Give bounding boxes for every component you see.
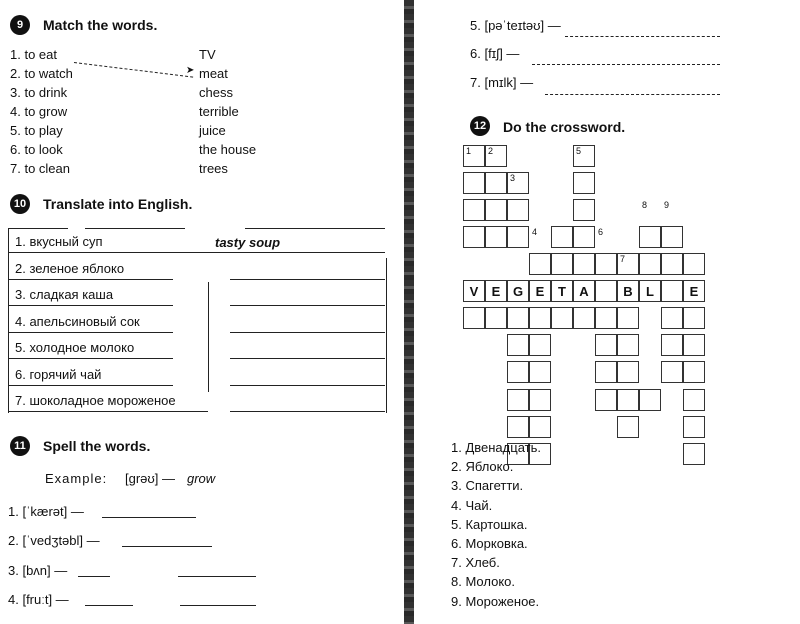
translate-row-label: 4. апельсиновый сок (15, 313, 140, 329)
crossword-cell[interactable] (463, 172, 485, 194)
spell-item: 5. [pəˈteɪtəʊ] — (470, 18, 561, 33)
crossword-clue: 3. Спагетти. (451, 478, 524, 494)
answer-line (8, 228, 68, 229)
task-11-badge: 11 (10, 436, 30, 456)
translate-row-label: 2. зеленое яблоко (15, 260, 125, 276)
crossword-cell[interactable] (617, 389, 639, 411)
crossword-cell[interactable] (639, 389, 661, 411)
crossword-cell-number: 1 (466, 146, 472, 156)
crossword-cell[interactable] (485, 172, 507, 194)
spell-answer-line[interactable] (85, 605, 133, 606)
translate-example-answer: tasty soup (215, 235, 281, 250)
translate-row-line (8, 332, 173, 333)
answer-line (245, 228, 385, 229)
crossword-cell[interactable] (683, 361, 705, 383)
crossword-key-letter: E (535, 284, 545, 300)
match-right-item[interactable]: meat (199, 66, 228, 81)
task-9-title: Match the words. (43, 17, 158, 33)
crossword-cell[interactable] (573, 253, 595, 275)
translate-right-border (386, 258, 387, 413)
crossword-clue: 5. Картошка. (451, 516, 528, 532)
crossword-cell[interactable] (683, 389, 705, 411)
spell-answer-line[interactable] (78, 576, 110, 577)
crossword-clue: 1. Двенадцать. (451, 440, 541, 455)
crossword-cell[interactable] (551, 226, 573, 248)
match-left-item: 4. to grow (10, 104, 68, 119)
translate-row-label: 3. сладкая каша (15, 287, 114, 302)
spell-answer-line[interactable] (178, 576, 256, 577)
match-right-item[interactable]: juice (199, 123, 226, 138)
crossword-cell[interactable] (661, 361, 683, 383)
match-right-item[interactable]: TV (199, 47, 216, 62)
task-12-badge: 12 (470, 116, 490, 136)
crossword-cell[interactable] (595, 361, 617, 383)
crossword-key-letter: E (491, 284, 501, 300)
crossword-cell[interactable] (661, 253, 683, 275)
translate-answer-line[interactable] (230, 385, 385, 386)
crossword-cell[interactable] (573, 226, 595, 248)
crossword-key-letter: E (689, 284, 699, 300)
crossword-cell-number: 4 (532, 227, 538, 238)
translate-row-label: 6. горячий чай (15, 366, 102, 382)
crossword-cell[interactable] (661, 280, 683, 302)
crossword-cell[interactable] (485, 226, 507, 248)
crossword-key-letter: G (512, 284, 524, 300)
match-left-item: 3. to drink (10, 85, 68, 100)
book-spine (404, 0, 414, 624)
crossword-clue: 9. Мороженое. (451, 593, 540, 609)
translate-left-border (8, 228, 9, 413)
crossword-cell[interactable] (551, 307, 573, 329)
crossword-cell-number: 6 (598, 227, 604, 238)
spell-item: 2. [ˈvedʒtəbl] — (8, 533, 100, 548)
spell-example-label: Example: (45, 471, 108, 486)
translate-row-label: 1. вкусный суп (15, 234, 103, 249)
crossword-cell[interactable] (529, 416, 551, 438)
match-left-item: 6. to look (10, 142, 63, 157)
crossword-cell[interactable] (573, 199, 595, 221)
spell-answer-line[interactable] (122, 546, 212, 547)
spell-item: 4. [fruːt] — (8, 592, 69, 607)
crossword-cell-number: 5 (576, 146, 582, 156)
crossword-cell[interactable] (617, 307, 639, 329)
translate-answer-line[interactable] (230, 411, 385, 412)
crossword-cell[interactable] (551, 253, 573, 275)
crossword-cell[interactable] (485, 307, 507, 329)
task-10-title: Translate into English. (43, 196, 193, 212)
crossword-cell[interactable] (661, 334, 683, 356)
crossword-cell[interactable] (595, 389, 617, 411)
spell-item: 7. [mɪlk] — (470, 75, 534, 90)
crossword-cell[interactable] (573, 307, 595, 329)
spell-answer-line[interactable] (545, 94, 720, 95)
translate-answer-line[interactable] (230, 279, 385, 280)
translate-row-line (8, 358, 173, 359)
crossword-cell[interactable] (529, 389, 551, 411)
crossword-cell[interactable] (595, 253, 617, 275)
crossword-cell[interactable] (683, 334, 705, 356)
crossword-cell[interactable] (683, 443, 705, 465)
crossword-cell[interactable] (683, 253, 705, 275)
crossword-cell[interactable] (639, 226, 661, 248)
translate-divider (208, 282, 209, 392)
crossword-cell[interactable] (507, 334, 529, 356)
arrow-head-icon: ➤ (186, 65, 195, 76)
crossword-cell[interactable] (507, 416, 529, 438)
spell-item: 6. [fɪʃ] — (470, 46, 520, 61)
crossword-cell[interactable] (617, 334, 639, 356)
crossword-cell[interactable] (595, 307, 617, 329)
crossword-cell[interactable] (529, 361, 551, 383)
task-9-badge: 9 (10, 15, 30, 35)
crossword-cell[interactable] (507, 199, 529, 221)
crossword-cell[interactable] (463, 226, 485, 248)
crossword-key-letter: A (579, 284, 589, 300)
spell-answer-line[interactable] (180, 605, 256, 606)
crossword-cell-number: 7 (620, 254, 626, 265)
crossword-key-letter: B (623, 284, 633, 300)
crossword-cell[interactable] (617, 361, 639, 383)
translate-answer-line[interactable] (170, 252, 385, 253)
answer-line (85, 228, 185, 229)
match-right-item[interactable]: the house (199, 142, 257, 157)
match-example-arrow (74, 62, 193, 78)
translate-row-line (8, 411, 208, 412)
crossword-cell[interactable] (661, 307, 683, 329)
spell-example-answer: grow (187, 471, 216, 486)
translate-row-line (8, 385, 173, 386)
match-left-item: 2. to watch (10, 66, 73, 81)
crossword-clue: 4. Чай. (451, 497, 493, 513)
crossword-cell-number: 8 (642, 200, 648, 211)
crossword-cell[interactable] (529, 307, 551, 329)
task-12-title: Do the crossword. (503, 119, 626, 135)
crossword-cell[interactable] (595, 334, 617, 356)
crossword-key-letter: T (558, 284, 566, 300)
crossword-clue: 2. Яблоко. (451, 459, 514, 475)
crossword-cell[interactable] (507, 307, 529, 329)
crossword-cell-number: 2 (488, 146, 494, 156)
translate-row-line (8, 252, 173, 253)
translate-row-line (8, 305, 173, 306)
spell-example-transcription: [grəʊ] — (125, 471, 176, 486)
crossword-key-letter: L (646, 284, 654, 300)
match-left-item: 1. to eat (10, 47, 57, 62)
crossword-key-letter: V (469, 284, 479, 300)
crossword-cell-number: 3 (510, 173, 516, 184)
spell-answer-line[interactable] (565, 36, 720, 37)
translate-answer-line[interactable] (230, 305, 385, 306)
crossword-clue: 8. Молоко. (451, 574, 516, 590)
crossword-cell[interactable] (683, 416, 705, 438)
crossword-cell[interactable] (683, 307, 705, 329)
crossword-cell[interactable] (507, 389, 529, 411)
task-11-title: Spell the words. (43, 438, 151, 454)
crossword-cell[interactable] (573, 172, 595, 194)
crossword-cell[interactable] (463, 199, 485, 221)
crossword-cell-number: 9 (664, 200, 670, 211)
match-right-item[interactable]: trees (199, 161, 228, 176)
spell-answer-line[interactable] (532, 64, 720, 65)
match-left-item: 5. to play (10, 123, 63, 138)
translate-answer-line[interactable] (230, 332, 385, 333)
translate-answer-line[interactable] (230, 358, 385, 359)
task-10-badge: 10 (10, 194, 30, 214)
match-right-item[interactable]: chess (199, 85, 233, 100)
crossword-cell[interactable] (529, 334, 551, 356)
crossword-cell[interactable] (507, 361, 529, 383)
crossword-cell[interactable] (639, 253, 661, 275)
crossword-cell[interactable] (485, 199, 507, 221)
spell-item: 1. [ˈkærət] — (8, 504, 84, 519)
translate-row-line (8, 279, 173, 280)
translate-row-label: 5. холодное молоко (15, 340, 135, 355)
spell-item: 3. [bʌn] — (8, 563, 68, 578)
crossword-cell[interactable] (529, 253, 551, 275)
crossword-cell[interactable] (617, 416, 639, 438)
crossword-cell[interactable] (463, 307, 485, 329)
crossword-cell[interactable] (661, 226, 683, 248)
match-right-item[interactable]: terrible (199, 104, 239, 119)
match-left-item: 7. to clean (10, 161, 70, 176)
crossword-cell[interactable] (595, 280, 617, 302)
crossword-cell[interactable] (507, 226, 529, 248)
crossword-clue: 6. Морковка. (451, 536, 528, 551)
translate-row-label: 7. шоколадное мороженое (15, 393, 176, 408)
spell-answer-line[interactable] (102, 517, 196, 518)
crossword-clue: 7. Хлеб. (451, 555, 500, 571)
